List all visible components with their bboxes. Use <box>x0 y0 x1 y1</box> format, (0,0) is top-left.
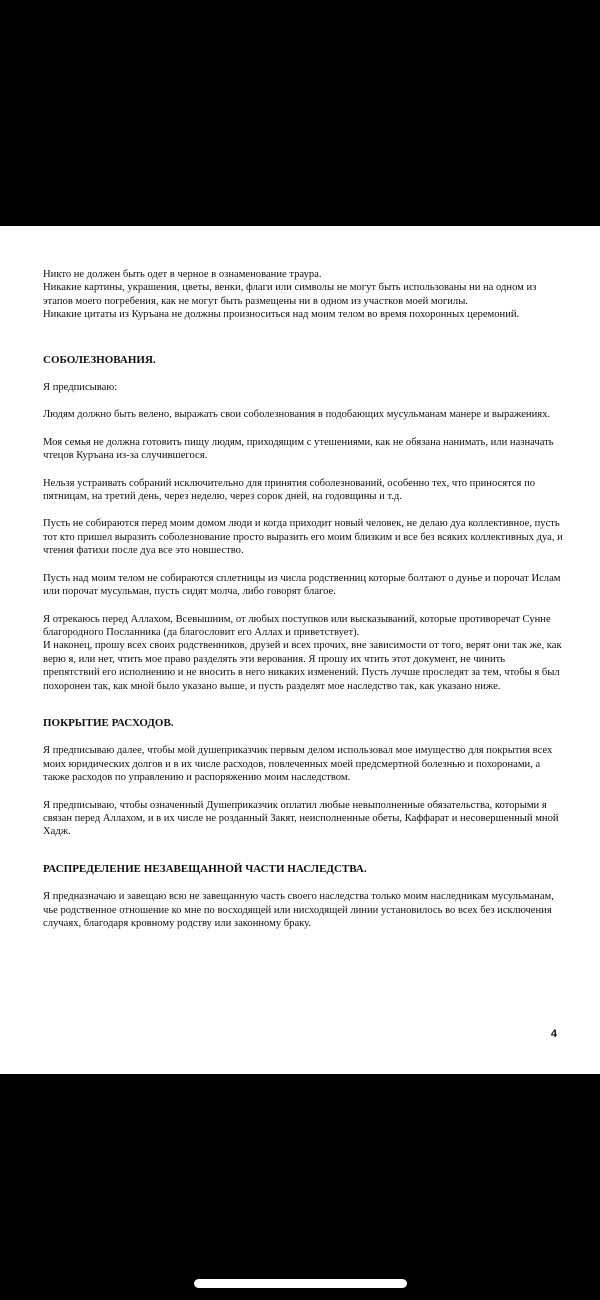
paragraph: Людям должно быть велено, выражать свои соболезнования в подобающих мусульманам манере и выражениях. <box>43 409 551 421</box>
paragraph: Я предназначаю и завещаю всю не завещанную часть своего наследства только моим наследникам мусульманам, чье родственное отношение ко мне по восходящей или нисходящей линии установилось во всех без исключения случаях, благодаря кровному родству или законному браку. <box>43 891 554 929</box>
section-heading-distribution: РАСПРЕДЕЛЕНИЕ НЕЗАВЕЩАННОЙ ЧАСТИ НАСЛЕДСТВА. <box>43 862 367 875</box>
paragraph: Нельзя устраивать собраний исключительно для принятия соболезнований, особенно тех, что приносятся по пятницам, на третий день, через неделю, через сорок дней, на годовщины и т.д. <box>43 477 536 503</box>
page-number: 4 <box>550 1028 557 1040</box>
paragraph: Я предписываю, чтобы означенный Душеприказчик оплатил любые невыполненные обязательства, которыми я связан перед Аллахом, и в их числе не розданный Закят, неисполненные обеты, Каффарат и несовершенный мной Хадж. <box>43 799 559 838</box>
paragraph: Я отрекаюсь перед Аллахом, Всевышним, от любых поступков или высказываний, которые противоречат Сунне благородного Посланника (да благословит его Аллах и приветствует). И наконец, прошу всех своих родственников, друзей и всех прочих, вне зависимости от того, верят они так же, как верю я, или нет, чтить мое право разделять эти верования. Я прошу их чтить этот документ, не чинить препятствий его исполнению и не вносить в него никаких изменений. Пусть лучше проследят за тем, чтобы я был похоронен так, как мной было указано выше, и пусть разделят мое наследство так, как указано ниже. <box>43 613 562 692</box>
document-body <box>43 268 563 930</box>
paragraph: Я предписываю далее, чтобы мой душеприказчик первым делом использовал мое имущество для покрытия всех моих юридических долгов и в их числе расходов, повлеченных моей предсмертной болезнью и похоронами, а также расходов по управлению и распоряжению моим наследством. <box>43 745 553 784</box>
paragraph: Пусть не собираются перед моим домом люди и когда приходит новый человек, не делаю дуа коллективное, пусть тот кто пришел выразить соболезнование просто выразить его моим близким и все без всяких коллективных дуа, и чтения фатихи после дуа все это новшество. <box>43 518 563 557</box>
section-heading-condolences: СОБОЛЕЗНОВАНИЯ. <box>43 353 156 366</box>
home-indicator[interactable] <box>194 1279 407 1288</box>
paragraph: Моя семья не должна готовить пищу людям, приходящим с утешениями, как не обязана нанимать, или назначать чтецов Куръана из-за случившегося. <box>43 436 554 462</box>
intro-paragraph: Никто не должен быть одет в черное в ознаменование траура. Никакие картины, украшения, цветы, венки, флаги или символы не могут быть использованы ни на одном из этапов моего погребения, как не могут быть размещены ни в одном из участков моей могилы. Никакие цитаты из Куръана не должны произноситься над моим телом во время похоронных церемоний. <box>43 269 537 321</box>
paragraph: Я предписываю: <box>43 382 118 394</box>
document-page <box>0 226 600 1074</box>
paragraph: Пусть над моим телом не собираются сплетницы из числа родственниц которые болтают о дунье и порочат Ислам или порочат мусульман, пусть сидят молча, либо говорят благое. <box>43 572 561 598</box>
section-heading-expenses: ПОКРЫТИЕ РАСХОДОВ. <box>43 716 174 729</box>
